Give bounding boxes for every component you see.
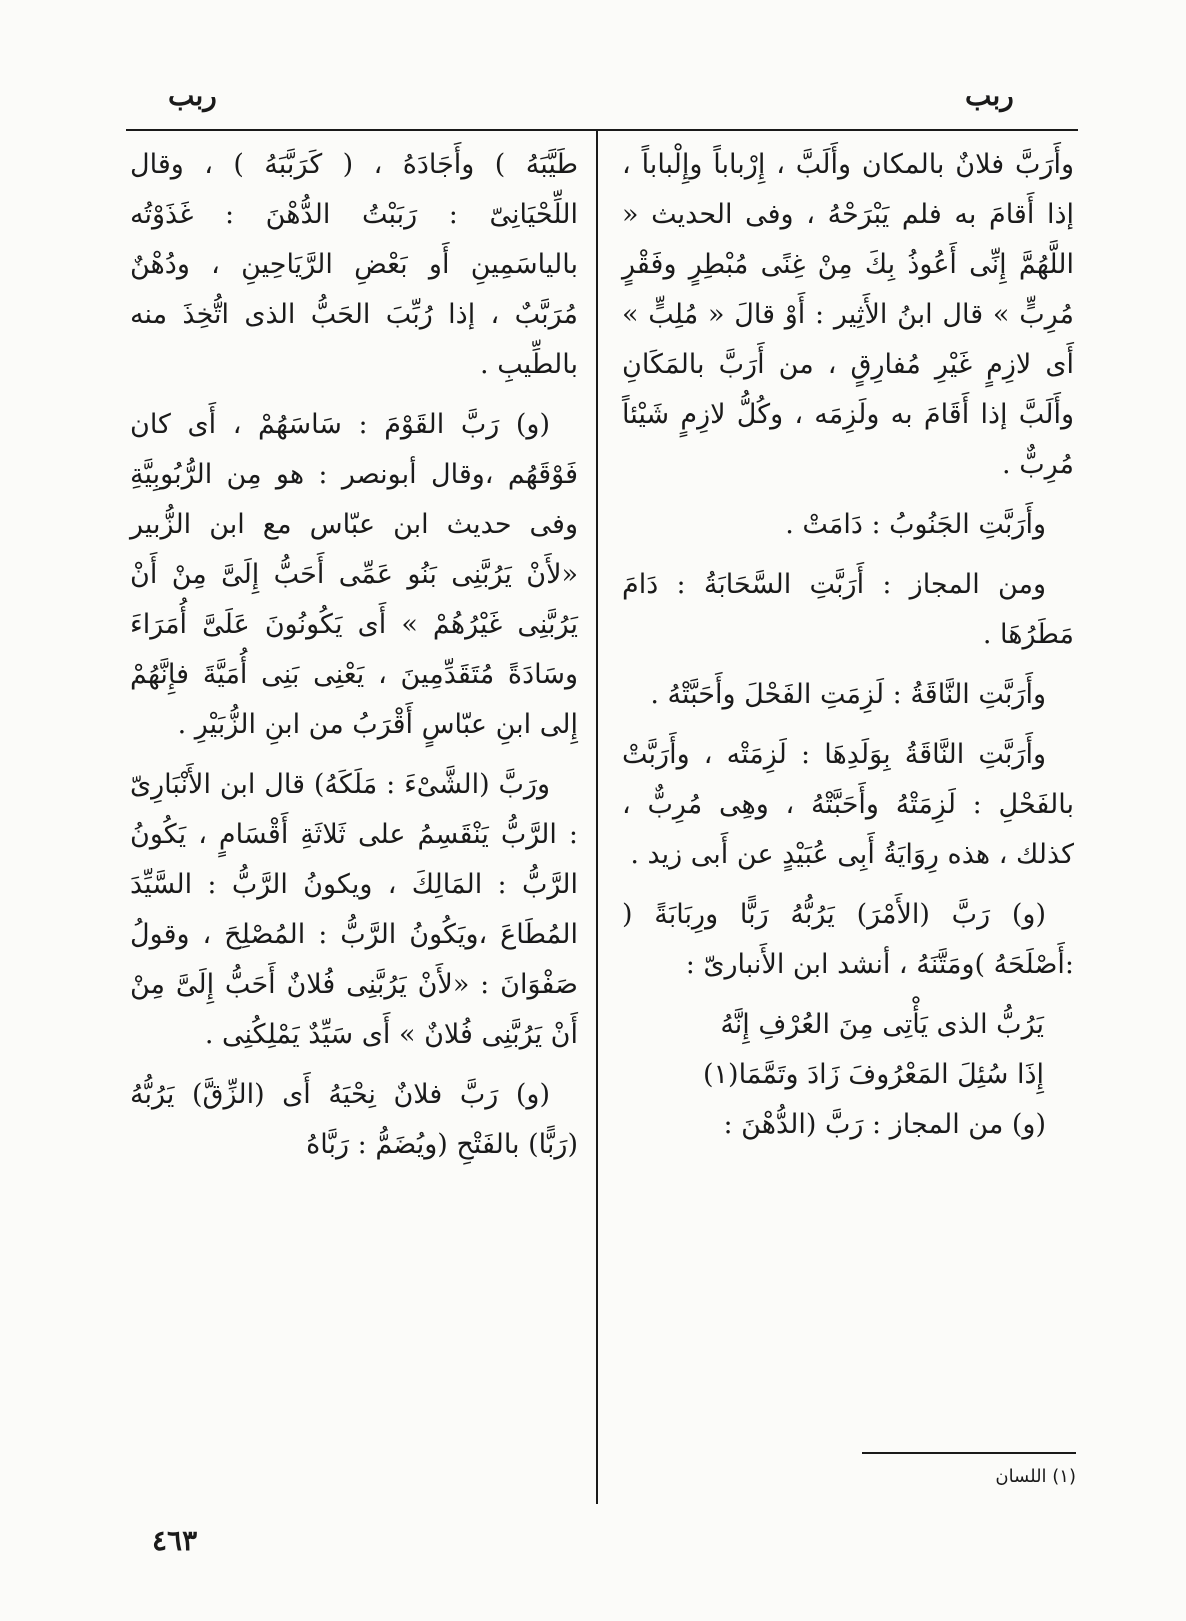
poem-line-2: إِذَا سُئِلَ المَعْرُوفَ زَادَ وتَمَّمَا(١) [702, 1059, 1044, 1090]
column-divider [596, 129, 598, 1504]
poem-verse [622, 1000, 1074, 1100]
entry-paragraph: وأَرَبَّتِ النَّاقَةُ بِوَلَدِهَا : لَزِمَتْه ، وأَرَبَّتْ بالفَحْلِ : لَزِمَتْهُ وأَحَبَّتْهُ ، وهِى مُرِبٌّ ، كذلك ، هذه رِوَايَةُ أَبِى عُبَيْدٍ عن أَبى زيد . [622, 739, 1074, 870]
entry-paragraph: طَيَّبَهُ ) وأَجَادَهُ ، ( كَرَبَّبَهُ ) ، وقال اللِّحْيَانِىّ : رَبَبْتُ الدُّهْنَ : غَذَوْتُه بالياسَمِينِ أَو بَعْضِ الرَّيَاحِينِ ، ودُهْنٌ مُرَبَّبٌ ، إذا رُبِّبَ الحَبُّ الذى اتُّخِذَ منه بالطِّيبِ . [130, 149, 578, 380]
entry-paragraph: ورَبَّ (الشَّىْءَ : مَلَكَهُ) قال ابن الأَنْبَارِىّ : الرَّبُّ يَنْقَسِمُ على ثَلاثَةِ أَقْسَامٍ ، يَكُونُ الرَّبُّ : المَالِكَ ، ويكونُ الرَّبُّ : السَّيِّدَ المُطَاعَ ،ويَكُونُ الرَّبُّ : المُصْلِحَ ، وقولُ صَفْوَانَ : «لأَنْ يَرُبَّنِى فُلانٌ أَحَبُّ إِلَىَّ مِنْ أَنْ يَرُبَّنِى فُلانٌ » أَى سَيِّدٌ يَمْلِكُنِى . [130, 769, 578, 1050]
poem-line-1: يَرُبُّ الذى يَأْتِى مِنَ العُرْفِ إِنَّهُ [720, 1009, 1044, 1040]
footnote: (١) اللسان [995, 1466, 1076, 1487]
entry-paragraph: (و) رَبَّ (الأَمْرَ) يَرُبُّهُ رَبًّا ورِبَابَةً ( :أَصْلَحَهُ )ومَتَّنَهُ ، أنشد ابن الأَنبارىّ : [622, 899, 1074, 980]
entry-paragraph: وأَرَبَّتِ الجَنُوبُ : دَامَتْ . [785, 509, 1046, 540]
left-column [130, 140, 578, 1180]
header-rule [126, 129, 1078, 131]
header-word-left: ربب [168, 79, 217, 112]
entry-paragraph: (و) من المجاز : رَبَّ (الدُّهْنَ : [723, 1109, 1046, 1140]
header-word-right: ربب [965, 79, 1014, 112]
entry-paragraph: ومن المجاز : أَرَبَّتِ السَّحَابَةُ : دَامَ مَطَرُهَا . [622, 569, 1074, 650]
entry-paragraph: وأَرَبَّ فلانٌ بالمكان وأَلَبَّ ، إِرْباباً وإِلْباباً ، إذا أَقامَ به فلم يَبْرَحْهُ ، وفى الحديث « اللَّهُمَّ إِنِّى أَعُوذُ بِكَ مِنْ غِنًى مُبْطِرٍ وفَقْرٍ مُرِبٍّ » قال ابنُ الأَثِير : أَوْ قالَ « مُلِبٍّ » أَى لازِمٍ غَيْرِ مُفارِقٍ ، من أَرَبَّ بالمَكَانِ وأَلَبَّ إذا أَقَامَ به ولَزِمَه ، وكُلُّ لازِمٍ شَيْئاً مُرِبٌّ . [622, 149, 1074, 480]
right-column [622, 140, 1074, 1160]
page-number: ٤٦٣ [152, 1524, 198, 1557]
footnote-rule [862, 1452, 1076, 1454]
entry-paragraph: (و) رَبَّ فلانٌ نِحْيَهُ أَى (الزِّقَّ) يَرُبُّهُ (رَبًّا) بالفَتْحِ (ويُضَمُّ : رَبَّاهُ [130, 1079, 578, 1160]
entry-paragraph: (و) رَبَّ القَوْمَ : سَاسَهُمْ ، أَى كان فَوْقَهُم ،وقال أبونصر : هو مِن الرُّبُوبِيَّةِ وفى حديث ابن عبّاس مع ابن الزُّبير «لأَنْ يَرُبَّنِى بَنُو عَمِّى أَحَبُّ إِلَىَّ مِنْ أَنْ يَرُبَّنِى غَيْرُهُمْ » أَى يَكُونُونَ عَلَىَّ أُمَرَاءَ وسَادَةً مُتَقَدِّمِينَ ، يَعْنِى بَنِى أُمَيَّةَ فإِنَّهُمْ إِلى ابنِ عبّاسٍ أَقْرَبُ من ابنِ الزُّبَيْرِ . [130, 409, 578, 740]
entry-paragraph: وأَرَبَّتِ النَّاقَةُ : لَزِمَتِ الفَحْلَ وأَحَبَّتْهُ . [650, 679, 1046, 710]
